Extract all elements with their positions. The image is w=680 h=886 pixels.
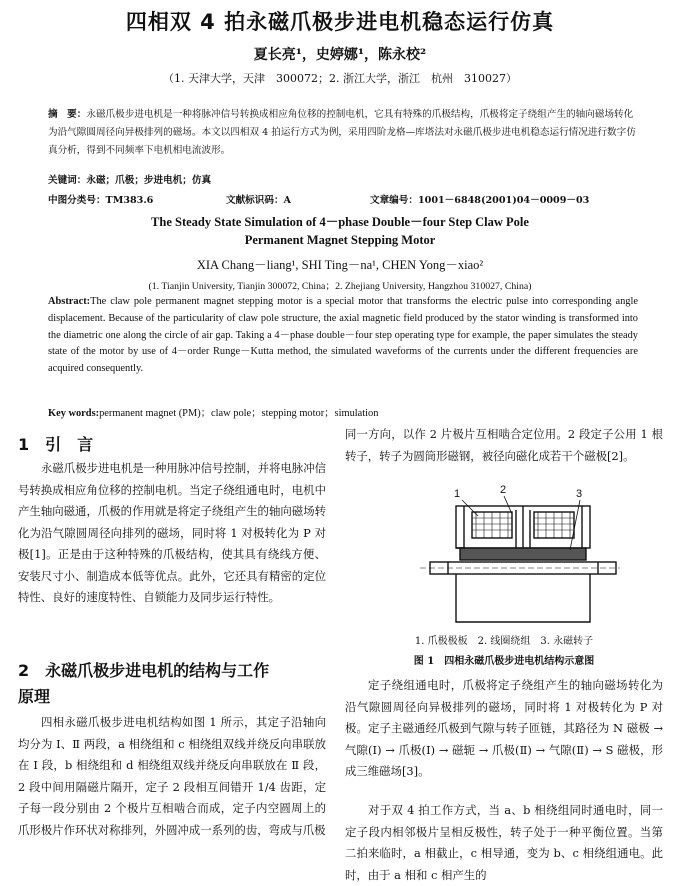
en-abstract-text: The claw pole permanent magnet stepping motor is a special motor that transforms the electric pulse into corresponding angle displacement. Because of the particularity of claw pole structure, the axial magnetic field produced by the stator winding is transformed into the diametric one along the circle of air gap. Taking a 4－phase double－four step operating type for example, the paper simulates the steady state of the motor by use of 4－order Runge－Kutta method, the simulated waveforms of the currents under the different frequencies are acquired consequently. — [48, 296, 638, 375]
article-id: 文章编号：1001－6848(2001)04－0009－03 — [370, 195, 590, 206]
en-keywords-text: permanent magnet (PM)；claw pole；stepping motor；simulation — [99, 408, 379, 419]
en-title-line2: Permanent Magnet Stepping Motor — [244, 233, 436, 247]
section1-heading: 1 引 言 — [18, 435, 94, 454]
cn-keywords-text: 永磁；爪极；步进电机；仿真 — [86, 175, 212, 186]
right-column-paragraph2: 定子绕组通电时，爪极将定子绕组产生的轴向磁场转化为沿气隙圆周径向异极排列的磁场，同时将 1 对极转化为 P 对极。定子主磁通经爪极到气隙与转子匝链，其路径为 N 磁极 → 气隙(Ⅰ) → 爪极(Ⅰ) → 磁轭 → 爪极(Ⅱ) → 气隙(Ⅱ) → S 磁极，形成三维磁场[3]。 — [345, 678, 663, 778]
en-authors: XIA Chang－liang¹, SHI Ting－na¹, CHEN Yong－xiao² — [196, 258, 484, 272]
right-column-paragraph1: 同一方向，以作 2 片极片互相啮合定位用。2 段定子公用 1 根转子，转子为圆筒形磁钢，被径向磁化成若干个磁极[2]。 — [345, 427, 663, 463]
callout-1: 1 — [454, 488, 461, 500]
cn-meta-row — [48, 192, 638, 206]
section1-paragraph: 永磁爪极步进电机是一种用脉冲信号控制，并将电脉冲信号转换成相应角位移的控制电机。当定子绕组通电时，电机中产生轴向磁通，爪极的作用就是将定子绕组产生的轴向磁场转化为沿气隙圆周径向排列的磁场，同时将 1 对极转化为 P 对极[1]。正是由于这种特殊的爪极结构，使其具有绕线方便、安装尺寸小、制造成本低等优点。此外，它还具有精密的定位特性、良好的速度特性、自锁能力及同步运行特性。 — [18, 461, 326, 604]
paper-affiliation: （1. 天津大学，天津 300072；2. 浙江大学，浙江 杭州 310027） — [163, 72, 517, 85]
cn-keywords-label: 关键词： — [48, 175, 87, 186]
en-title-line1: The Steady State Simulation of 4－phase Double－four Step Claw Pole — [151, 215, 529, 229]
figure1-diagram — [420, 488, 620, 630]
en-keywords — [48, 404, 638, 419]
cn-abstract — [48, 106, 638, 160]
figure1-legend: 1. 爪极极板 2. 线圈绕组 3. 永磁转子 — [414, 636, 594, 647]
cn-keywords — [48, 172, 638, 186]
en-abstract-label: Abstract: — [48, 296, 91, 307]
callout-2: 2 — [500, 484, 507, 496]
section2-paragraph: 四相永磁爪极步进电机结构如图 1 所示，其定子沿轴向均分为 Ⅰ、Ⅱ 两段，a 相绕组和 c 相绕组双线并绕反向串联放在 Ⅰ 段，b 相绕组和 d 相绕组双线并绕反向串联放在 Ⅱ 段，2 段中间用隔磁片隔开，定子 2 段相互间错开 1/4 齿距，定子每一段分别由 2 个极片互相啮合而成，定子内空圆周上的爪形极片作环状对称排列，外圆冲成一系列的齿，弯成与爪极 — [18, 715, 326, 837]
paper-authors: 夏长亮¹，史婷娜¹，陈永校² — [253, 47, 427, 63]
section2-heading-line1: 2 永磁爪极步进电机的结构与工作 — [18, 661, 270, 680]
figure1-caption: 图 1 四相永磁爪极步进电机结构示意图 — [413, 656, 595, 667]
clc-number: 中图分类号：TM383.6 — [48, 195, 154, 206]
en-affiliation: (1. Tianjin University, Tianjin 300072, China；2. Zhejiang University, Hangzhou 310027, China) — [148, 281, 532, 292]
callout-3: 3 — [576, 488, 583, 500]
cn-abstract-text: 永磁爪极步进电机是一种将脉冲信号转换成相应角位移的控制电机，它具有特殊的爪极结构，爪极将定子绕组产生的轴向磁场转化为沿气隙圆周径向异极排列的磁场。本文以四相双 4 拍运行方式为例，采用四阶龙格—库塔法对永磁爪极步进电机稳态运行情况进行数字仿真分析，得到不同频率下电机相电流波形。 — [48, 109, 636, 156]
en-abstract — [48, 294, 638, 378]
right-column-paragraph3: 对于双 4 拍工作方式，当 a、b 相绕组同时通电时，同一定子段内相邻极片呈相反极性，转子处于一种平衡位置。当第二拍来临时，a 相截止，c 相导通，变为 b、c 相绕组通电。此时，由于 a 相和 c 相产生的 — [345, 803, 663, 882]
paper-title: 四相双 4 拍永磁爪极步进电机稳态运行仿真 — [125, 10, 555, 34]
doc-code: 文献标识码：A — [226, 195, 292, 206]
cn-abstract-label: 摘 要： — [48, 109, 87, 120]
en-keywords-label: Key words: — [48, 408, 100, 419]
section2-heading-line2: 原理 — [18, 687, 51, 706]
